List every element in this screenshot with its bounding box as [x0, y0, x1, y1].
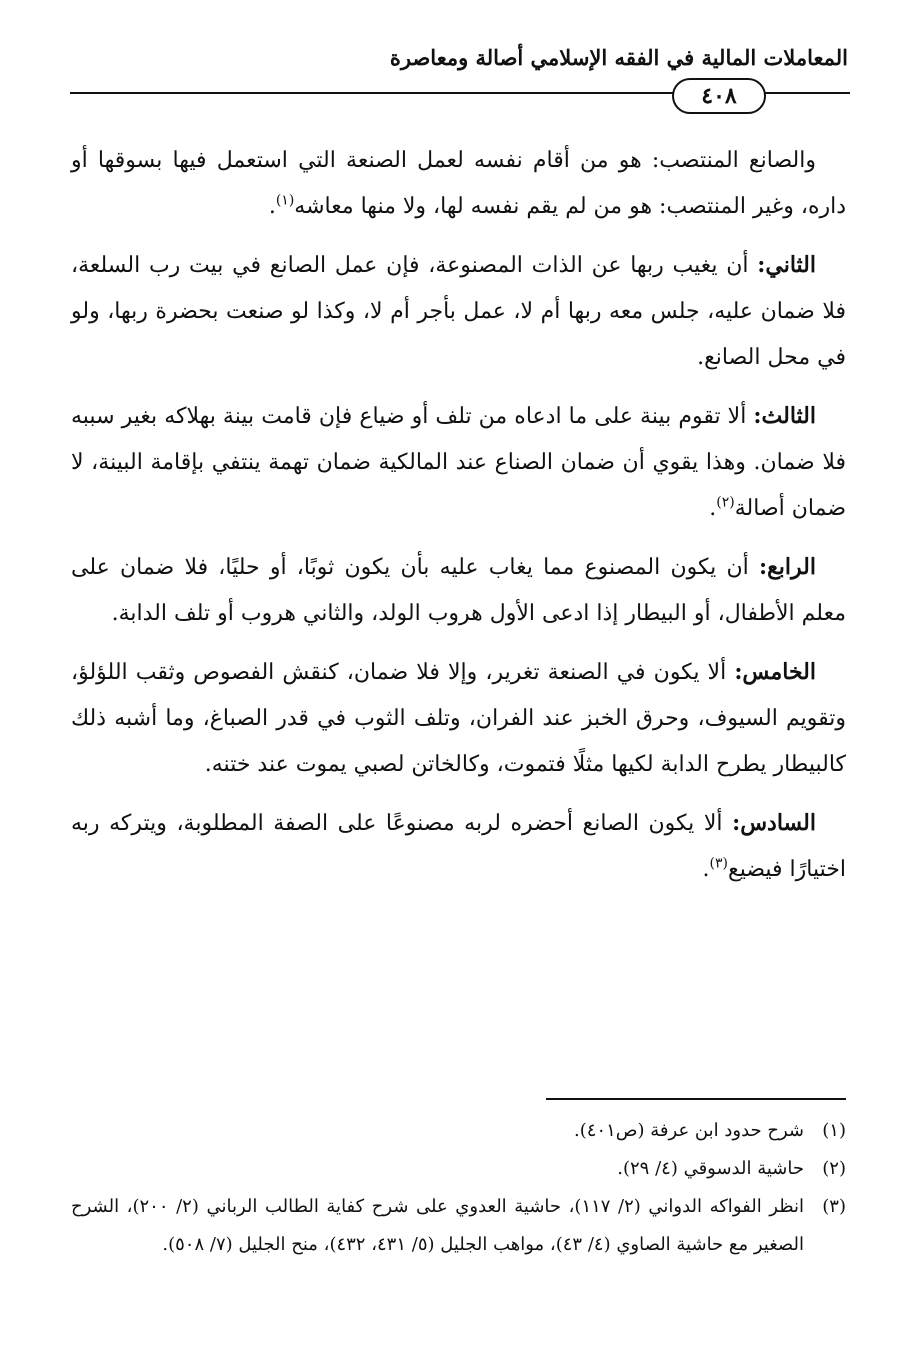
footnote-number: (١) — [822, 1120, 846, 1141]
footnote-reference: (١) — [275, 192, 295, 209]
footnotes — [71, 1112, 846, 1264]
paragraph-third — [71, 393, 846, 532]
running-header-title: المعاملات المالية في الفقه الإسلامي أصالة ومعاصرة — [389, 45, 848, 70]
page-number: ٤٠٨ — [672, 78, 766, 114]
paragraph-lead: الثالث: — [753, 403, 816, 429]
paragraph-lead: السادس: — [732, 810, 816, 836]
paragraph-lead: الرابع: — [758, 554, 816, 580]
paragraph-fifth — [71, 649, 846, 788]
paragraph-tail: . — [702, 857, 710, 882]
footnote-item — [71, 1150, 846, 1188]
paragraph-text: أن يكون المصنوع مما يغاب عليه بأن يكون ثوبًا، أو حليًا، فلا ضمان على معلم الأطفال، أو البيطار إذا ادعى الأول هروب الولد، والثاني هروب أو تلف الدابة. — [71, 555, 846, 626]
footnote-reference: (٢) — [716, 494, 735, 511]
body-text — [71, 138, 846, 905]
footnote-separator — [546, 1098, 846, 1100]
footnote-text: شرح حدود ابن عرفة (ص٤٠١). — [574, 1120, 804, 1141]
footnote-item — [71, 1188, 846, 1264]
paragraph-text: ألا يكون الصانع أحضره لربه مصنوعًا على الصفة المطلوبة، ويتركه ربه اختيارًا فيضيع — [71, 811, 846, 882]
paragraph-tail: . — [268, 194, 276, 219]
paragraph-text: ألا تقوم بينة على ما ادعاه من تلف أو ضياع فإن قامت بينة بهلاكه بغير سببه فلا ضمان. وهذا يقوي أن ضمان الصناع عند المالكية ضمان تهمة ينتفي بإقامة البينة، لا ضمان أصالة — [71, 404, 846, 521]
footnote-number: (٣) — [822, 1196, 846, 1217]
footnote-number: (٢) — [822, 1158, 846, 1179]
paragraph-tail: . — [709, 496, 717, 521]
footnote-text: حاشية الدسوقي (٤/ ٢٩). — [617, 1158, 804, 1179]
paragraph-intro — [71, 138, 846, 230]
footnote-item — [71, 1112, 846, 1150]
paragraph-lead: الثاني: — [757, 252, 816, 278]
paragraph-lead: الخامس: — [734, 659, 816, 685]
footnote-text: انظر الفواكه الدواني (٢/ ١١٧)، حاشية العدوي على شرح كفاية الطالب الرباني (٢/ ٢٠٠)، الشرح الصغير مع حاشية الصاوي (٤/ ٤٣)، مواهب الجليل (٥/ ٤٣١، ٤٣٢)، منح الجليل (٧/ ٥٠٨). — [71, 1196, 804, 1255]
paragraph-fourth — [71, 544, 846, 637]
paragraph-second — [71, 242, 846, 381]
paragraph-text: ألا يكون في الصنعة تغرير، وإلا فلا ضمان، كنقش الفصوص وثقب اللؤلؤ، وتقويم السيوف، وحرق الخبز عند الفران، وتلف الثوب في قدر الصباغ، وما أشبه ذلك كالبيطار يطرح الدابة لكيها مثلًا فتموت، وكالخاتن لصبي يموت عند ختنه. — [71, 660, 846, 777]
paragraph-text: أن يغيب ربها عن الذات المصنوعة، فإن عمل الصانع في بيت رب السلعة، فلا ضمان عليه، جلس معه ربها أم لا، عمل بأجر أم لا، وكذا لو صنعت بحضرة ربها، ولو في محل الصانع. — [71, 253, 846, 370]
paragraph-text: والصانع المنتصب: هو من أقام نفسه لعمل الصنعة التي استعمل فيها بسوقها أو داره، وغير المنتصب: هو من لم يقم نفسه لها، ولا منها معاشه — [71, 148, 846, 219]
footnote-reference: (٣) — [709, 855, 728, 872]
paragraph-sixth — [71, 800, 846, 893]
